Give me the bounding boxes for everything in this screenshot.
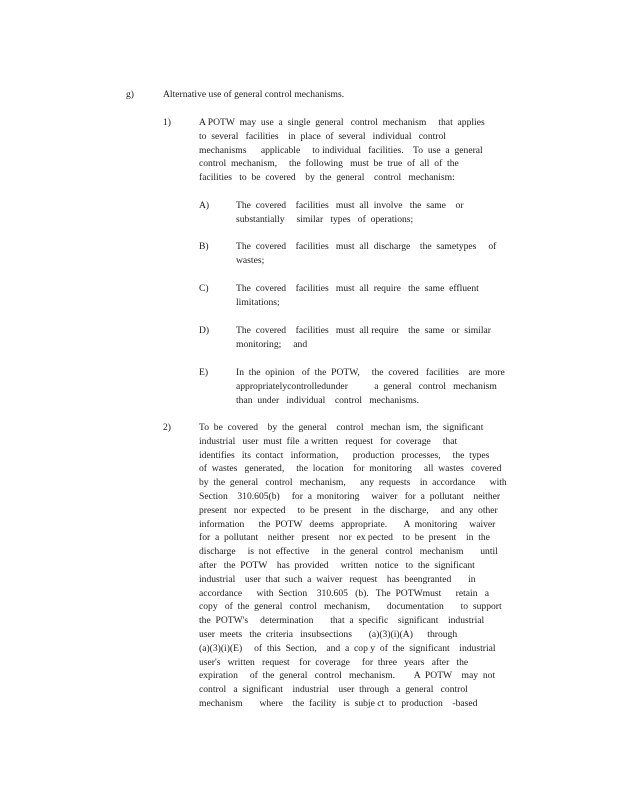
item-2-paragraph [199,421,507,711]
text-line: of wastes generated, the location for monitoring all wastes covered [199,463,502,475]
text-line: The covered facilities must all discharge the sametypes of [236,241,497,252]
item-1-label: 1) [163,117,171,128]
text-line: The covered facilities must all involve the same or [236,200,464,211]
text-line: by the general control mechanism, any requests in accordance with [199,477,507,489]
text-line: accordance with Section 310.605 (b). The POTWmust retain a [199,587,489,599]
text-line: mechanisms applicable to individual facilities. To use a general [199,144,483,156]
text-line: mechanism where the facility is subje ct to production -based [199,697,478,709]
text-line: facilities to be covered by the general control mechanism: [199,172,455,184]
text-line: The covered facilities must all require the same effluent [236,283,479,294]
text-line: limitations; [236,296,280,308]
subitem-d-label: D) [199,325,210,336]
text-line: In the opinion of the POTW, the covered facilities are more [236,367,505,378]
subitem-e-text [236,366,505,407]
text-line: after the POTW has provided written notice to the significant [199,559,475,571]
text-line: industrial user that such a waiver request has beengranted in [199,573,476,585]
text-line: (a)(3)(i)(E) of this Section, and a cop y of the significant industrial [199,642,496,654]
text-line: The covered facilities must all require the same or similar [236,325,491,336]
text-line: to several facilities in place of several individual control [199,130,446,142]
subitem-a-text [236,199,464,227]
text-line: appropriatelycontrolledunder a general control mechanism [236,380,497,392]
subitem-a-label: A) [199,200,210,211]
section-g-title [163,88,344,102]
text-line: user meets the criteria insubsections (a)(3)(i)(A) through [199,628,458,640]
text-line: control a significant industrial user through a general control [199,684,468,696]
text-line: user's written request for coverage for three years after the [199,656,469,668]
text-line: A POTW may use a single general control mechanism that applies [199,117,485,128]
section-g-title-text: Alternative use of general control mechanisms. [163,89,345,100]
text-line: information the POTW deems appropriate. A monitoring waiver [199,518,496,530]
subitem-e-label: E) [199,367,209,378]
text-line: wastes; [236,254,265,266]
text-line: discharge is not effective in the general control mechanism until [199,546,498,558]
text-line: than under individual control mechanisms. [236,394,420,406]
text-line: the POTW's determination that a specific significant industrial [199,615,485,627]
subitem-c-text [236,282,479,310]
text-line: substantially similar types of operations; [236,213,414,225]
text-line: for a pollutant neither present nor ex pected to be present in the [199,532,490,544]
item-2-label: 2) [163,422,171,433]
subitem-b-text [236,240,496,268]
text-line: Section 310.605(b) for a monitoring waiver for a pollutant neither [199,490,501,502]
text-line: copy of the general control mechanism, documentation to support [199,601,502,613]
text-line: present nor expected to be present in the discharge, and any other [199,504,498,516]
subitem-d-text [236,324,491,352]
text-line: industrial user must file a written request for coverage that [199,435,458,447]
item-1-paragraph [199,116,485,185]
text-line: To be covered by the general control mechan ism, the significant [199,422,484,433]
text-line: monitoring; and [236,338,308,350]
text-line: identifies its contact information, production processes, the types [199,449,490,461]
subitem-b-label: B) [199,241,209,252]
subitem-c-label: C) [199,283,209,294]
text-line: control mechanism, the following must be true of all of the [199,158,459,170]
text-line: expiration of the general control mechanism. A POTW may not [199,670,496,682]
section-g-label: g) [126,89,134,100]
